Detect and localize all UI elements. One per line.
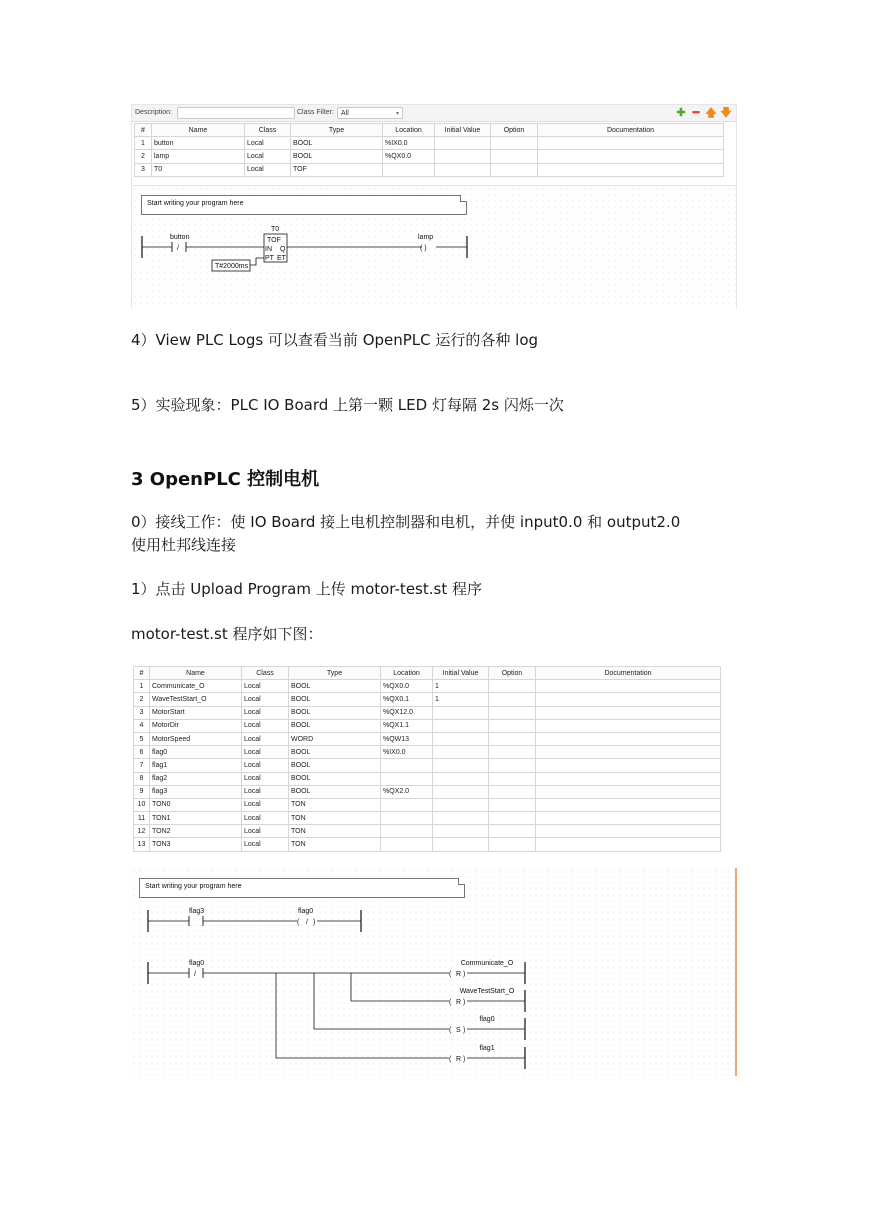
pin-q: Q — [280, 246, 286, 253]
rung1-coil-left: ( — [297, 919, 300, 926]
table-cell[interactable]: 8 — [134, 772, 150, 785]
coil-right: ) — [463, 971, 466, 978]
column-header[interactable]: Location — [383, 124, 435, 137]
table-cell[interactable]: TON0 — [150, 798, 242, 811]
add-variable-button[interactable] — [675, 106, 687, 120]
table-cell[interactable] — [381, 772, 433, 785]
table-cell[interactable]: 5 — [134, 732, 150, 745]
table-cell[interactable] — [491, 150, 538, 163]
table-cell[interactable]: 6 — [134, 746, 150, 759]
arrow-up-icon: 🡅 — [705, 107, 717, 119]
table-cell[interactable] — [536, 706, 721, 719]
rung2-contact-label: flag0 — [189, 960, 205, 967]
table-cell[interactable] — [381, 825, 433, 838]
table-cell[interactable] — [489, 812, 536, 825]
table-cell[interactable]: 9 — [134, 785, 150, 798]
pin-et: ET — [277, 255, 286, 262]
table-cell[interactable] — [381, 759, 433, 772]
minus-icon: ━ — [692, 107, 700, 119]
table-cell[interactable]: flag3 — [150, 785, 242, 798]
table-cell[interactable]: %QX2.0 — [381, 785, 433, 798]
table-cell[interactable] — [536, 746, 721, 759]
ladder-diagram-1 — [132, 186, 736, 308]
table-cell[interactable] — [536, 719, 721, 732]
table-cell[interactable]: Local — [242, 772, 289, 785]
rung1-contact-label: flag3 — [189, 908, 205, 915]
table-cell[interactable]: Local — [242, 746, 289, 759]
class-filter-select[interactable] — [337, 107, 403, 119]
table-cell[interactable] — [536, 759, 721, 772]
table-row[interactable] — [135, 150, 724, 163]
table-cell[interactable] — [536, 785, 721, 798]
table-cell[interactable] — [433, 719, 489, 732]
table-cell[interactable]: %QX1.1 — [381, 719, 433, 732]
table-cell[interactable]: %QX0.0 — [383, 150, 435, 163]
coil-symbol: S — [456, 1027, 461, 1034]
table-cell[interactable]: BOOL — [289, 785, 381, 798]
coil-label: WaveTestStart_O — [459, 988, 515, 995]
coil-left: ( — [449, 999, 452, 1006]
table-cell[interactable] — [538, 150, 724, 163]
column-header[interactable]: Initial Value — [433, 667, 489, 680]
table-cell[interactable]: BOOL — [289, 759, 381, 772]
table-cell[interactable]: Local — [245, 150, 291, 163]
table-cell[interactable]: button — [152, 137, 245, 150]
table-cell[interactable]: 2 — [135, 150, 152, 163]
move-up-button[interactable] — [705, 106, 717, 120]
table-cell[interactable]: 12 — [134, 825, 150, 838]
table-row[interactable] — [134, 759, 721, 772]
table-cell[interactable]: WORD — [289, 732, 381, 745]
column-header[interactable]: Initial Value — [435, 124, 491, 137]
table-cell[interactable] — [538, 137, 724, 150]
table-cell[interactable]: Local — [242, 693, 289, 706]
preset-value: T#2000ms — [215, 263, 249, 270]
table-cell[interactable] — [536, 838, 721, 851]
table-row[interactable] — [134, 785, 721, 798]
table-cell[interactable] — [433, 759, 489, 772]
table-row[interactable] — [134, 746, 721, 759]
ladder-editor-1 — [132, 185, 736, 308]
plus-icon: ✚ — [676, 107, 686, 119]
table-row[interactable] — [134, 838, 721, 851]
table-cell[interactable] — [536, 772, 721, 785]
move-down-button[interactable] — [720, 106, 732, 120]
table-cell[interactable]: Local — [242, 838, 289, 851]
column-header[interactable]: Option — [491, 124, 538, 137]
paragraph-view-logs: 4）View PLC Logs 可以查看当前 OpenPLC 运行的各种 log — [131, 331, 539, 349]
coil-left: ( — [449, 1027, 452, 1034]
motor-variables-table — [133, 666, 721, 852]
table-row[interactable] — [135, 137, 724, 150]
table-cell[interactable] — [433, 798, 489, 811]
table-cell[interactable]: BOOL — [289, 706, 381, 719]
description-input[interactable] — [177, 107, 295, 119]
coil-left: ( — [449, 1056, 452, 1063]
coil-label: Communicate_O — [460, 960, 514, 967]
table-cell[interactable]: 10 — [134, 798, 150, 811]
table-cell[interactable] — [381, 798, 433, 811]
table-cell[interactable]: 2 — [134, 693, 150, 706]
table-cell[interactable]: 3 — [134, 706, 150, 719]
table-cell[interactable] — [489, 772, 536, 785]
table-cell[interactable]: %IX0.0 — [381, 746, 433, 759]
table-cell[interactable] — [491, 137, 538, 150]
column-header[interactable]: Location — [381, 667, 433, 680]
pin-pt: PT — [265, 255, 274, 262]
table-cell[interactable] — [433, 785, 489, 798]
table-cell[interactable] — [489, 706, 536, 719]
table-cell[interactable] — [381, 838, 433, 851]
table-cell[interactable]: %QW13 — [381, 732, 433, 745]
column-header[interactable]: Class — [242, 667, 289, 680]
coil-right: ) — [463, 999, 466, 1006]
table-cell[interactable]: TON1 — [150, 812, 242, 825]
table-cell[interactable] — [489, 798, 536, 811]
table-cell[interactable]: BOOL — [289, 746, 381, 759]
table-row[interactable] — [134, 680, 721, 693]
table-cell[interactable] — [433, 825, 489, 838]
table-cell[interactable] — [536, 825, 721, 838]
rung1-coil-label: flag0 — [298, 908, 314, 915]
table-cell[interactable] — [433, 732, 489, 745]
table-cell[interactable]: 1 — [134, 680, 150, 693]
table-cell[interactable] — [536, 812, 721, 825]
table-cell[interactable]: BOOL — [289, 680, 381, 693]
table-cell[interactable]: TON — [289, 812, 381, 825]
table-cell[interactable] — [489, 680, 536, 693]
column-header[interactable]: Option — [489, 667, 536, 680]
table-row[interactable] — [134, 772, 721, 785]
table-cell[interactable]: 1 — [135, 137, 152, 150]
table-cell[interactable] — [433, 772, 489, 785]
table-cell[interactable]: %IX0.0 — [383, 137, 435, 150]
coil-label: flag0 — [479, 1016, 495, 1023]
paragraph-wiring-line2: 使用杜邦线连接 — [131, 536, 237, 554]
table-row[interactable] — [134, 798, 721, 811]
table-cell[interactable]: BOOL — [289, 719, 381, 732]
rung2-contact-symbol: / — [194, 971, 196, 978]
table-cell[interactable]: %QX0.1 — [381, 693, 433, 706]
table-cell[interactable]: BOOL — [291, 137, 383, 150]
rung1-coil-right: ) — [313, 919, 316, 926]
variables-table — [134, 123, 724, 177]
table-cell[interactable]: T0 — [152, 163, 245, 176]
table-cell[interactable]: flag0 — [150, 746, 242, 759]
table-cell[interactable]: WaveTestStart_O — [150, 693, 242, 706]
table-cell[interactable]: Local — [242, 706, 289, 719]
variables-editor-screenshot-1 — [131, 104, 737, 308]
table-cell[interactable] — [383, 163, 435, 176]
arrow-down-icon: 🡇 — [720, 107, 732, 119]
variables-editor-screenshot-2 — [131, 663, 737, 855]
table-cell[interactable]: TON3 — [150, 838, 242, 851]
table-cell[interactable] — [435, 137, 491, 150]
table-cell[interactable]: Local — [242, 812, 289, 825]
table-row[interactable] — [134, 812, 721, 825]
paragraph-upload-program: 1）点击 Upload Program 上传 motor-test.st 程序 — [131, 580, 482, 598]
table-cell[interactable] — [538, 163, 724, 176]
table-row[interactable] — [134, 706, 721, 719]
table-cell[interactable]: 1 — [433, 680, 489, 693]
table-row[interactable] — [134, 719, 721, 732]
table-cell[interactable] — [536, 732, 721, 745]
ladder-editor-2 — [131, 868, 735, 1076]
column-header[interactable]: Name — [152, 124, 245, 137]
table-cell[interactable]: Local — [245, 163, 291, 176]
description-label: Description: — [135, 109, 172, 116]
coil-symbol: R — [456, 1056, 462, 1063]
table-cell[interactable]: Local — [242, 798, 289, 811]
column-header[interactable]: Class — [245, 124, 291, 137]
table-cell[interactable]: Local — [245, 137, 291, 150]
column-header[interactable]: Documentation — [538, 124, 724, 137]
table-cell[interactable]: TON2 — [150, 825, 242, 838]
coil-left: ( — [449, 971, 452, 978]
coil-symbol: R — [456, 971, 462, 978]
program-comment[interactable]: Start writing your program here — [139, 878, 465, 898]
contact-symbol: / — [177, 245, 179, 252]
table-cell[interactable] — [536, 693, 721, 706]
table-cell[interactable]: TON — [289, 798, 381, 811]
table-cell[interactable]: 13 — [134, 838, 150, 851]
class-filter-label: Class Filter: — [297, 109, 334, 116]
table-cell[interactable] — [536, 680, 721, 693]
paragraph-program-caption: motor-test.st 程序如下图： — [131, 625, 323, 643]
table-cell[interactable] — [491, 163, 538, 176]
table-cell[interactable] — [435, 163, 491, 176]
table-row[interactable] — [134, 825, 721, 838]
table-cell[interactable]: 1 — [433, 693, 489, 706]
table-cell[interactable] — [433, 838, 489, 851]
table-cell[interactable] — [536, 798, 721, 811]
rung1-coil-symbol: / — [306, 919, 308, 926]
table-cell[interactable] — [489, 732, 536, 745]
table-cell[interactable] — [433, 812, 489, 825]
column-header[interactable]: Type — [289, 667, 381, 680]
paragraph-wiring-line1: 0）接线工作：使 IO Board 接上电机控制器和电机，并使 input0.0 和 output2.0 — [131, 513, 681, 531]
table-cell[interactable] — [489, 719, 536, 732]
table-cell[interactable]: TON — [289, 825, 381, 838]
table-cell[interactable]: MotorSpeed — [150, 732, 242, 745]
table-cell[interactable]: 4 — [134, 719, 150, 732]
paragraph-experiment-result: 5）实验现象：PLC IO Board 上第一颗 LED 灯每隔 2s 闪烁一次 — [131, 396, 564, 414]
table-cell[interactable] — [489, 759, 536, 772]
contact-label: button — [170, 234, 190, 241]
table-cell[interactable]: Local — [242, 825, 289, 838]
coil-right: ) — [463, 1056, 466, 1063]
table-cell[interactable]: MotorDir — [150, 719, 242, 732]
table-cell[interactable]: BOOL — [289, 772, 381, 785]
coil-symbol: ( ) — [420, 245, 427, 252]
column-header[interactable]: # — [135, 124, 152, 137]
table-row[interactable] — [134, 693, 721, 706]
table-cell[interactable]: Local — [242, 719, 289, 732]
coil-label: flag1 — [479, 1045, 495, 1052]
table-cell[interactable] — [435, 150, 491, 163]
table-cell[interactable] — [489, 825, 536, 838]
table-cell[interactable] — [489, 838, 536, 851]
table-cell[interactable]: BOOL — [289, 693, 381, 706]
block-type: TOF — [267, 237, 281, 244]
ladder-diagram-2 — [131, 868, 735, 1076]
table-cell[interactable]: BOOL — [291, 150, 383, 163]
column-header[interactable]: Name — [150, 667, 242, 680]
column-header[interactable]: # — [134, 667, 150, 680]
table-cell[interactable]: 3 — [135, 163, 152, 176]
table-cell[interactable]: Local — [242, 732, 289, 745]
table-cell[interactable]: Local — [242, 680, 289, 693]
program-comment[interactable]: Start writing your program here — [141, 195, 467, 215]
table-cell[interactable]: Local — [242, 759, 289, 772]
table-row[interactable] — [134, 732, 721, 745]
table-cell[interactable] — [489, 693, 536, 706]
table-cell[interactable]: flag2 — [150, 772, 242, 785]
chevron-down-icon: ▾ — [395, 111, 399, 117]
table-cell[interactable] — [433, 706, 489, 719]
table-cell[interactable]: flag1 — [150, 759, 242, 772]
table-cell[interactable] — [489, 746, 536, 759]
table-cell[interactable]: Communicate_O — [150, 680, 242, 693]
table-cell[interactable] — [489, 785, 536, 798]
coil-label: lamp — [418, 234, 434, 241]
section-heading: 3 OpenPLC 控制电机 — [131, 469, 320, 490]
variables-toolbar — [132, 105, 736, 122]
table-row[interactable] — [135, 163, 724, 176]
table-cell[interactable]: MotorStart — [150, 706, 242, 719]
table-cell[interactable]: Local — [242, 785, 289, 798]
table-cell[interactable]: lamp — [152, 150, 245, 163]
table-cell[interactable] — [433, 746, 489, 759]
coil-symbol: R — [456, 999, 462, 1006]
pin-in: IN — [265, 246, 272, 253]
column-header[interactable]: Type — [291, 124, 383, 137]
table-cell[interactable]: 7 — [134, 759, 150, 772]
table-cell[interactable]: TOF — [291, 163, 383, 176]
table-cell[interactable]: 11 — [134, 812, 150, 825]
class-filter-value: All — [341, 110, 349, 117]
table-cell[interactable]: TON — [289, 838, 381, 851]
column-header[interactable]: Documentation — [536, 667, 721, 680]
block-instance-label: T0 — [271, 226, 280, 233]
table-cell[interactable] — [381, 812, 433, 825]
coil-right: ) — [463, 1027, 466, 1034]
table-cell[interactable]: %QX12.0 — [381, 706, 433, 719]
table-cell[interactable]: %QX0.0 — [381, 680, 433, 693]
remove-variable-button[interactable] — [690, 106, 702, 120]
ladder-editor-screenshot-3 — [131, 868, 737, 1076]
